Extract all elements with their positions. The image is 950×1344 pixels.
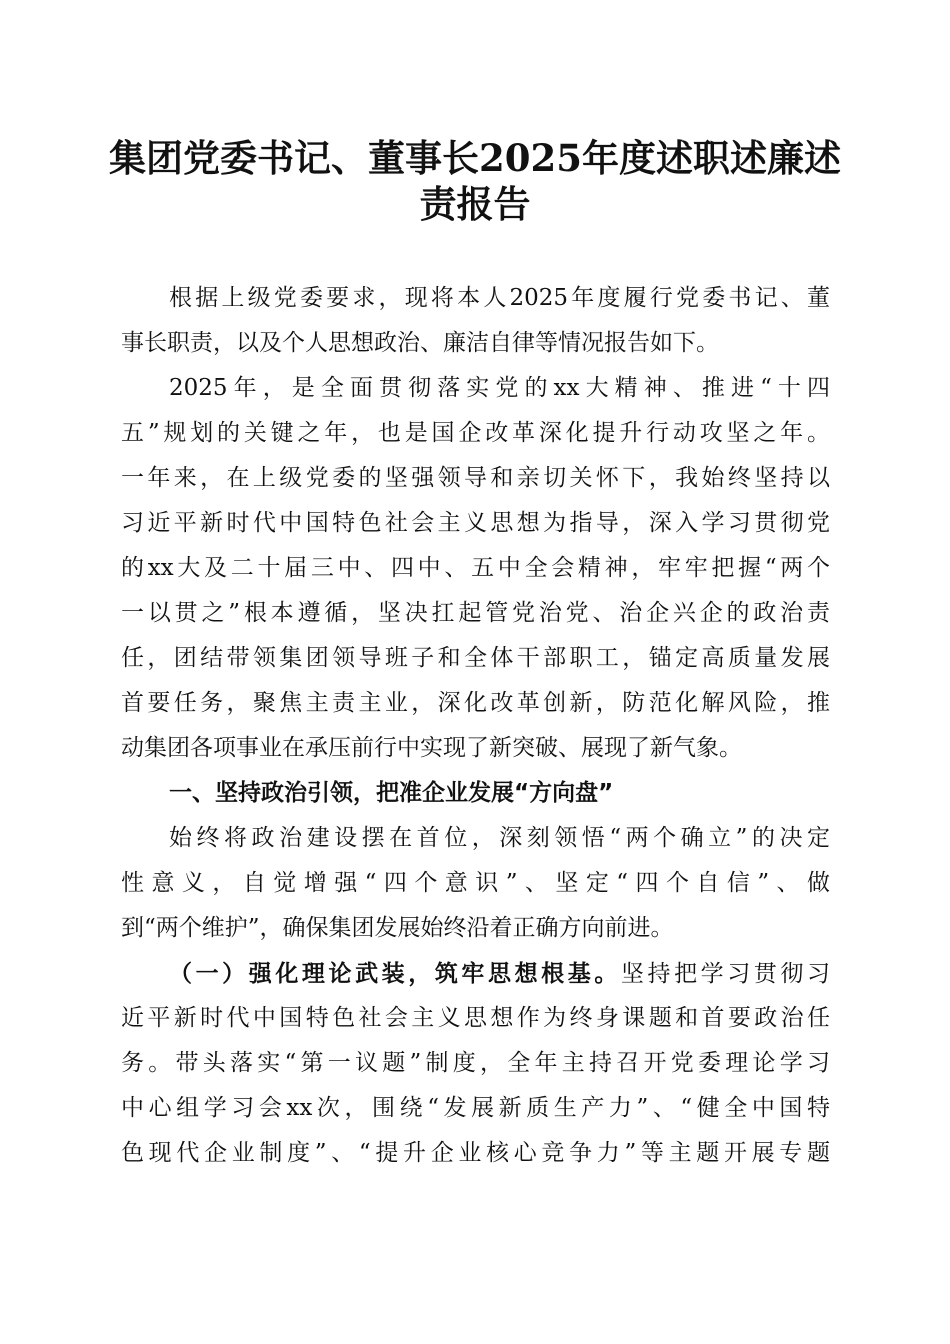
paragraph xyxy=(121,276,830,366)
paragraph xyxy=(121,951,830,1176)
paragraph-line: 根据上级党委要求，现将本人2025年度履行党委书记、董 xyxy=(169,285,830,311)
paragraph xyxy=(121,366,830,771)
title-line-1: 集团党委书记、董事长2025年度述职述廉述 xyxy=(109,136,841,180)
document-title xyxy=(100,135,850,227)
title-line-2: 责报告 xyxy=(419,182,531,226)
paragraph-line: 习近平新时代中国特色社会主义思想为指导，深入学习贯彻党 xyxy=(121,510,830,536)
paragraph-line: 始终将政治建设摆在首位，深刻领悟“两个确立”的决定 xyxy=(169,825,830,851)
paragraph-line: 务。带头落实“第一议题”制度，全年主持召开党委理论学习 xyxy=(121,1050,830,1076)
paragraph-line: 色现代企业制度”、“提升企业核心竞争力”等主题开展专题 xyxy=(121,1140,830,1166)
document-body xyxy=(121,276,830,1176)
paragraph-line xyxy=(121,951,830,996)
section-heading xyxy=(121,771,830,816)
paragraph-line: 任，团结带领集团领导班子和全体干部职工，锚定高质量发展 xyxy=(121,645,830,671)
paragraph-line: 一以贯之”根本遵循，坚决扛起管党治党、治企兴企的政治责 xyxy=(121,600,830,626)
paragraph xyxy=(121,816,830,951)
lead-heading: （一）强化理论武装，筑牢思想根基。 xyxy=(169,960,621,987)
line-text: 坚持把学习贯彻习 xyxy=(620,961,831,987)
paragraph-line: 事长职责，以及个人思想政治、廉洁自律等情况报告如下。 xyxy=(121,330,719,356)
paragraph-line: 到“两个维护”，确保集团发展始终沿着正确方向前进。 xyxy=(121,915,674,941)
paragraph-line: 性意义，自觉增强“四个意识”、坚定“四个自信”、做 xyxy=(121,870,830,896)
paragraph-line: 首要任务，聚焦主责主业，深化改革创新，防范化解风险，推 xyxy=(121,690,830,716)
paragraph-line: 2025年，是全面贯彻落实党的xx大精神、推进“十四 xyxy=(169,375,830,401)
paragraph-line: 动集团各项事业在承压前行中实现了新突破、展现了新气象。 xyxy=(121,735,742,761)
paragraph-line: 五”规划的关键之年，也是国企改革深化提升行动攻坚之年。 xyxy=(121,420,830,446)
paragraph-line: 近平新时代中国特色社会主义思想作为终身课题和首要政治任 xyxy=(121,1005,830,1031)
paragraph-line: 中心组学习会xx次，围绕“发展新质生产力”、“健全中国特 xyxy=(121,1095,830,1121)
paragraph-line: 一、坚持政治引领，把准企业发展“方向盘” xyxy=(169,780,614,806)
paragraph-line: 的xx大及二十届三中、四中、五中全会精神，牢牢把握“两个 xyxy=(121,555,830,581)
paragraph-line: 一年来，在上级党委的坚强领导和亲切关怀下，我始终坚持以 xyxy=(121,465,830,491)
